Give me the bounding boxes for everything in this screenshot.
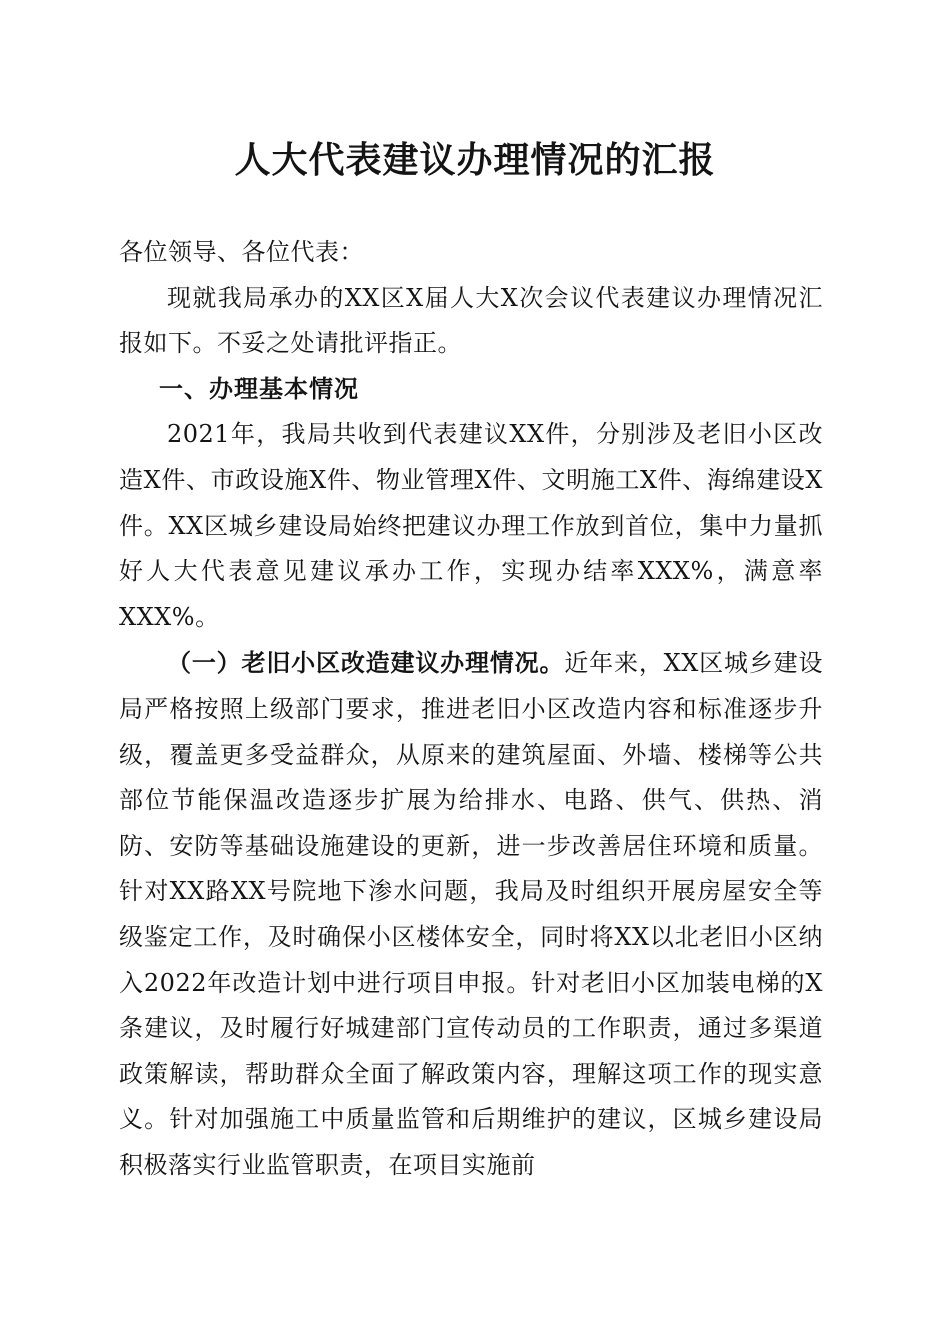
section-heading-1: 一、办理基本情况 bbox=[159, 374, 359, 403]
intro-paragraph: 现就我局承办的XX区X届人大X次会议代表建议办理情况汇报如下。不妥之处请批评指正。 bbox=[119, 283, 823, 358]
document-title: 人大代表建议办理情况的汇报 bbox=[234, 139, 716, 181]
subsection-paragraph-1 bbox=[119, 640, 823, 1188]
subsection-lead-1: （一）老旧小区改造建议办理情况。 bbox=[167, 648, 565, 678]
subsection-text-1: 近年来，XX区城乡建设局严格按照上级部门要求，推进老旧小区改造内容和标准逐步升级，覆盖更多受益群众，从原来的建筑屋面、外墙、楼梯等公共部位节能保温改造逐步扩展为给排水、电路、供气、供热、消防、安防等基础设施建设的更新，进一步改善居住环境和质量。针对XX路XX号院地下渗水问题，我局及时组织开展房屋安全等级鉴定工作，及时确保小区楼体安全，同时将XX以北老旧小区纳入2022年改造计划中进行项目申报。针对老旧小区加装电梯的X条建议，及时履行好城建部门宣传动员的工作职责，通过多渠道政策解读，帮助群众全面了解政策内容，理解这项工作的现实意义。针对加强施工中质量监管和后期维护的建议，区城乡建设局积极落实行业监管职责，在项目实施前 bbox=[119, 649, 824, 1179]
document-body bbox=[119, 230, 823, 1188]
section1-paragraph: 2021年，我局共收到代表建议XX件，分别涉及老旧小区改造X件、市政设施X件、物业管理X件、文明施工X件、海绵建设X件。XX区城乡建设局始终把建议办理工作放到首位，集中力量抓好人大代表意见建议承办工作，实现办结率XXX%，满意率XXX%。 bbox=[119, 420, 823, 631]
salutation: 各位领导、各位代表： bbox=[119, 238, 364, 266]
